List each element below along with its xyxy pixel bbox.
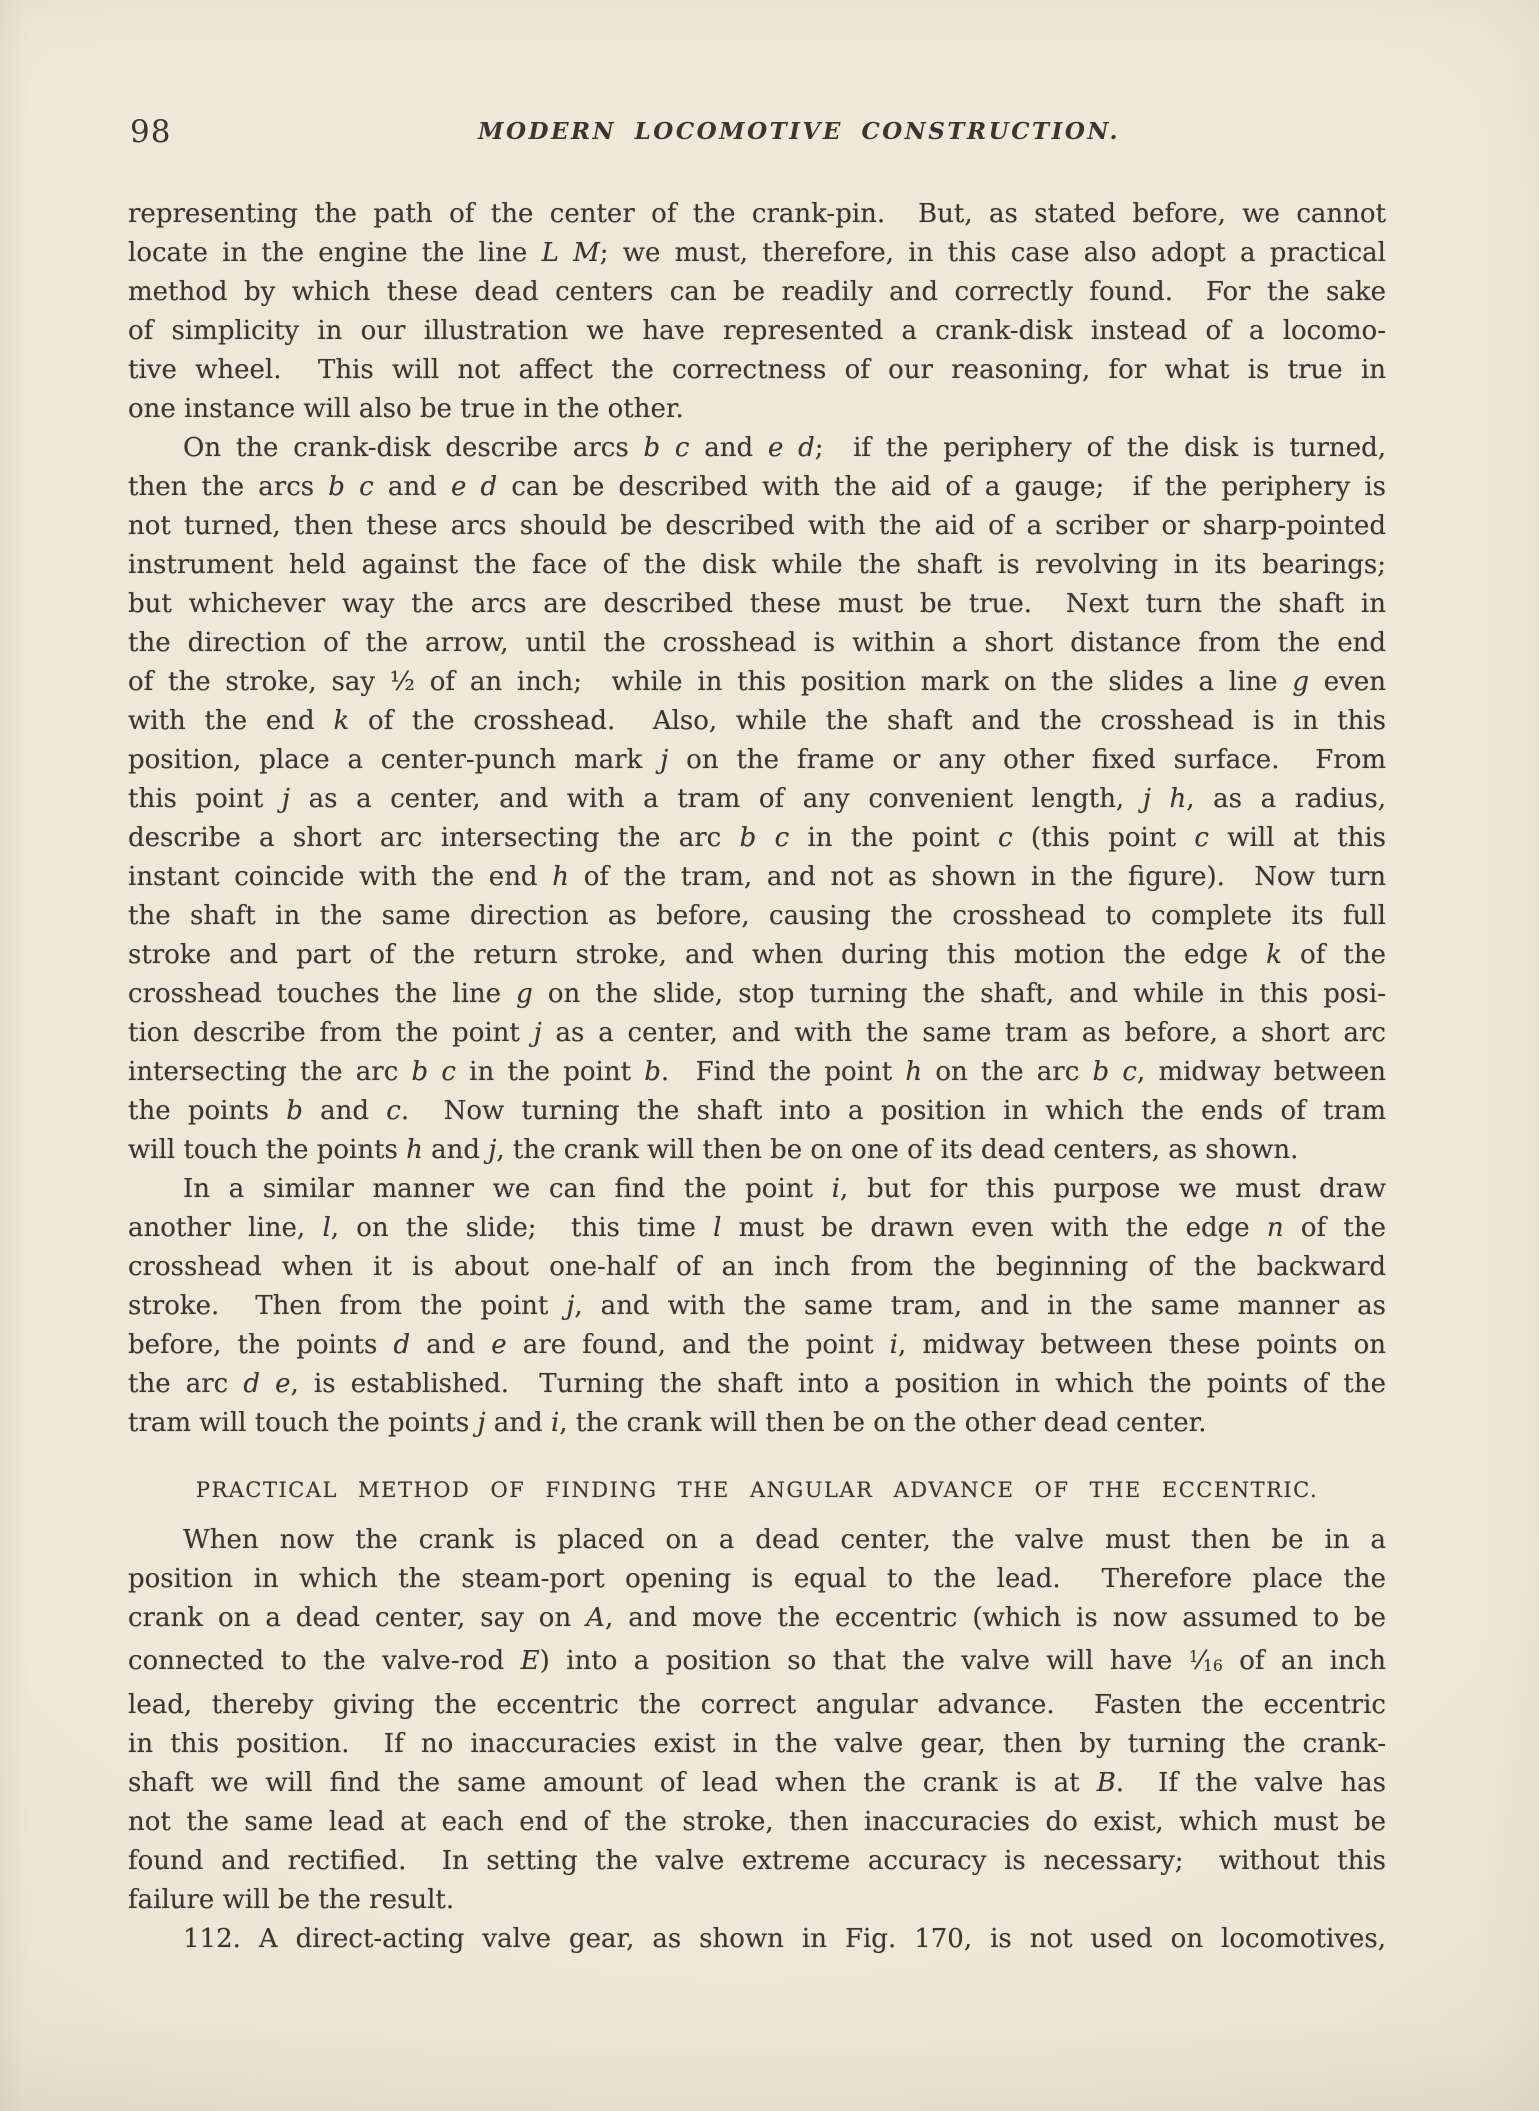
- text-line: crank on a dead center, say on A, and move the eccentric (which is now assumed to be: [128, 1603, 1387, 1633]
- text-line: the shaft in the same direction as before, causing the crosshead to complete its full: [128, 901, 1386, 931]
- text-line: with the end k of the crosshead. Also, while the shaft and the crosshead is in this: [128, 706, 1386, 736]
- text-line: will touch the points h and j, the crank will then be on one of its dead centers, as shown.: [128, 1135, 1299, 1165]
- text-line: found and rectified. In setting the valve extreme accuracy is necessary; without this: [128, 1845, 1386, 1876]
- text-line: another line, l, on the slide; this time l must be drawn even with the edge n of the: [128, 1213, 1387, 1243]
- text-line: not the same lead at each end of the stroke, then inaccuracies do exist, which must be: [128, 1806, 1386, 1837]
- text-line: shaft we will find the same amount of lead when the crank is at B. If the valve has: [128, 1767, 1386, 1798]
- text-line: of simplicity in our illustration we have represented a crank-disk instead of a locomo-: [128, 316, 1386, 346]
- text-line: failure will be the result.: [128, 1884, 455, 1915]
- text-line: lead, thereby giving the eccentric the correct angular advance. Fasten the eccentric: [128, 1689, 1386, 1720]
- text-line: On the crank-disk describe arcs b c and e d; if the periphery of the disk is turned,: [183, 433, 1387, 463]
- text-line: but whichever way the arcs are described these must be true. Next turn the shaft in: [128, 589, 1386, 619]
- running-title: MODERN LOCOMOTIVE CONSTRUCTION.: [478, 118, 1120, 145]
- text-line: 112. A direct-acting valve gear, as shown in Fig. 170, is not used on locomotives,: [183, 1923, 1386, 1954]
- text-line: tion describe from the point j as a center, and with the same tram as before, a short arc: [128, 1018, 1386, 1048]
- text-line: method by which these dead centers can be readily and correctly found. For the sake: [128, 277, 1386, 307]
- text-line: position, place a center-punch mark j on the frame or any other fixed surface. From: [128, 745, 1387, 775]
- paragraph: [128, 429, 1386, 1170]
- text-line: describe a short arc intersecting the arc b c in the point c (this point c will at this: [128, 823, 1386, 853]
- fraction: $^1⁄_{16}$: [1188, 1646, 1223, 1677]
- text-line: representing the path of the center of the crank-pin. But, as stated before, we cannot: [128, 199, 1386, 229]
- paragraph: [128, 1170, 1386, 1443]
- text-line: locate in the engine the line L M; we must, therefore, in this case also adopt a practical: [128, 238, 1386, 268]
- text-line: instrument held against the face of the disk while the shaft is revolving in its bearings;: [128, 550, 1386, 580]
- text-line: not turned, then these arcs should be described with the aid of a scriber or sharp-pointed: [128, 511, 1386, 541]
- text-line: intersecting the arc b c in the point b. Find the point h on the arc b c, midway between: [128, 1057, 1386, 1087]
- text-line: of the stroke, say ½ of an inch; while in this position mark on the slides a line g even: [128, 667, 1386, 697]
- text-line: the points b and c. Now turning the shaft into a position in which the ends of tram: [128, 1096, 1386, 1126]
- text-line: connected to the valve-rod E) into a position so that the valve will have $^1⁄_{16}$ of an inch: [128, 1646, 1386, 1677]
- text-line: stroke and part of the return stroke, and when during this motion the edge k of the: [128, 940, 1386, 970]
- page-body: [128, 195, 1386, 1959]
- section-heading: PRACTICAL METHOD OF FINDING THE ANGULAR ADVANCE OF THE ECCENTRIC.: [195, 1478, 1319, 1502]
- text-line: stroke. Then from the point j, and with the same tram, and in the same manner as: [128, 1291, 1386, 1321]
- text-line: instant coincide with the end h of the tram, and not as shown in the figure). Now turn: [128, 862, 1386, 892]
- text-line: In a similar manner we can find the point i, but for this purpose we must draw: [183, 1174, 1386, 1204]
- paragraph: [128, 1920, 1386, 1959]
- text-line: crosshead touches the line g on the slide, stop turning the shaft, and while in this posi-: [128, 979, 1386, 1009]
- text-line: When now the crank is placed on a dead center, the valve must then be in a: [183, 1525, 1386, 1555]
- text-line: then the arcs b c and e d can be described with the aid of a gauge; if the periphery is: [128, 472, 1387, 502]
- text-line: crosshead when it is about one-half of an inch from the beginning of the backward: [128, 1252, 1386, 1282]
- text-line: the direction of the arrow, until the crosshead is within a short distance from the end: [128, 628, 1386, 658]
- text-line: this point j as a center, and with a tram of any convenient length, j h, as a radius,: [128, 784, 1386, 814]
- text-line: tive wheel. This will not affect the correctness of our reasoning, for what is true in: [128, 355, 1386, 385]
- paragraph: [128, 195, 1386, 429]
- text-line: position in which the steam-port opening is equal to the lead. Therefore place the: [128, 1564, 1386, 1594]
- text-line: the arc d e, is established. Turning the shaft into a position in which the points of the: [128, 1369, 1387, 1399]
- page-number: 98: [130, 114, 172, 150]
- page-content: [128, 112, 1386, 1959]
- text-line: before, the points d and e are found, and the point i, midway between these points on: [128, 1330, 1387, 1360]
- page-header: [128, 112, 1386, 160]
- paragraph: [128, 1521, 1386, 1920]
- text-line: tram will touch the points j and i, the crank will then be on the other dead center.: [128, 1408, 1207, 1438]
- text-line: one instance will also be true in the other.: [128, 394, 684, 424]
- text-line: in this position. If no inaccuracies exist in the valve gear, then by turning the crank-: [128, 1728, 1386, 1759]
